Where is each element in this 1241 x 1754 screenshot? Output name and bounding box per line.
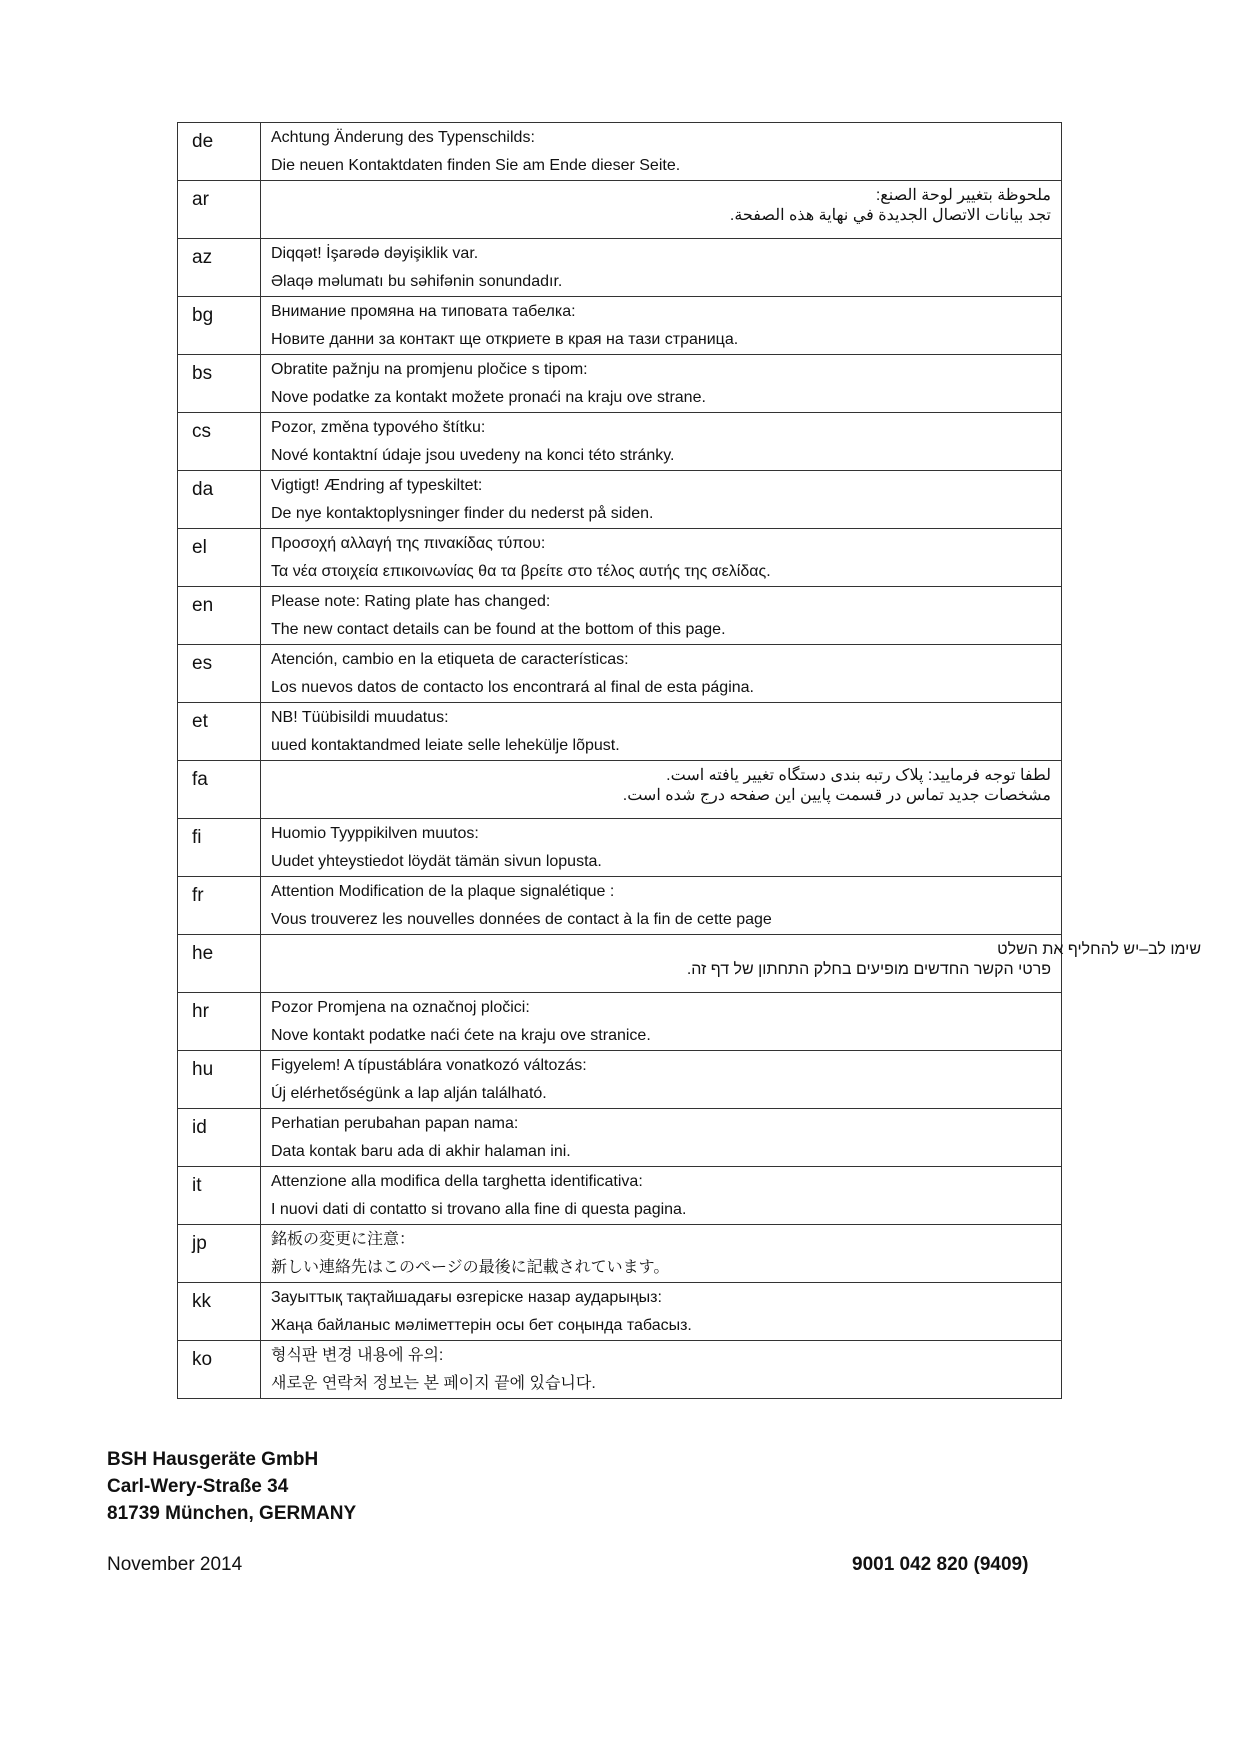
notice-heading: Diqqət! İşarədə dəyişiklik var. xyxy=(271,245,479,262)
notice-message xyxy=(261,239,1062,297)
language-code: fi xyxy=(178,819,261,877)
notice-message xyxy=(261,471,1062,529)
notice-row-en xyxy=(178,587,1062,645)
notice-row-fr xyxy=(178,877,1062,935)
language-code: bg xyxy=(178,297,261,355)
notice-body: Die neuen Kontaktdaten finden Sie am Ende dieser Seite. xyxy=(271,157,681,174)
notice-message xyxy=(261,355,1062,413)
notice-body: Nove kontakt podatke naći ćete na kraju ove stranice. xyxy=(271,1027,651,1044)
notice-message xyxy=(261,935,1201,993)
document-number: 9001 042 820 (9409) xyxy=(852,1554,1029,1575)
notice-heading: Huomio Tyyppikilven muutos: xyxy=(271,825,479,842)
language-code: he xyxy=(178,935,261,993)
notice-message xyxy=(261,993,1062,1051)
notice-body: De nye kontaktoplysninger finder du nederst på siden. xyxy=(271,505,654,522)
notice-row-ko xyxy=(178,1341,1062,1399)
notice-row-bs xyxy=(178,355,1062,413)
company-address xyxy=(107,1446,356,1527)
language-code: bs xyxy=(178,355,261,413)
language-code: hr xyxy=(178,993,261,1051)
notice-message xyxy=(261,703,1062,761)
notice-heading: Pozor Promjena na označnoj pločici: xyxy=(271,999,530,1016)
notice-heading: Vigtigt! Ændring af typeskiltet: xyxy=(271,477,483,494)
notice-message xyxy=(261,1167,1062,1225)
notice-row-et xyxy=(178,703,1062,761)
notice-message xyxy=(261,819,1062,877)
notice-message xyxy=(261,529,1062,587)
notice-message xyxy=(261,1341,1062,1399)
notice-message xyxy=(261,761,1062,819)
notice-body: 新しい連絡先はこのページの最後に記載されています。 xyxy=(271,1259,670,1276)
document-date: November 2014 xyxy=(107,1554,243,1575)
notice-body: 새로운 연락처 정보는 본 페이지 끝에 있습니다. xyxy=(271,1375,596,1392)
notice-row-id xyxy=(178,1109,1062,1167)
notice-heading: NB! Tüübisildi muudatus: xyxy=(271,709,449,726)
notice-row-hu xyxy=(178,1051,1062,1109)
notice-body: Əlaqə məlumatı bu səhifənin sonundadır. xyxy=(271,273,563,290)
notice-heading: 형식판 변경 내용에 유의: xyxy=(271,1347,444,1364)
notice-row-cs xyxy=(178,413,1062,471)
notice-heading: Figyelem! A típustáblára vonatkozó változás: xyxy=(271,1057,587,1074)
language-code: az xyxy=(178,239,261,297)
language-code: da xyxy=(178,471,261,529)
notice-message xyxy=(261,181,1062,239)
notice-message xyxy=(261,1109,1062,1167)
language-code: es xyxy=(178,645,261,703)
notice-row-jp xyxy=(178,1225,1062,1283)
notice-table xyxy=(177,122,1201,1399)
language-code: it xyxy=(178,1167,261,1225)
notice-heading: שימו לב–יש להחליף את השלט xyxy=(997,941,1201,958)
notice-row-kk xyxy=(178,1283,1062,1341)
notice-heading: 銘板の変更に注意： xyxy=(271,1231,416,1248)
notice-table-body xyxy=(178,123,1201,1399)
language-code: fa xyxy=(178,761,261,819)
notice-heading: Please note: Rating plate has changed: xyxy=(271,593,551,610)
company-street: Carl-Wery-Straße 34 xyxy=(107,1476,289,1497)
notice-message xyxy=(261,1225,1062,1283)
notice-message xyxy=(261,587,1062,645)
notice-body: Új elérhetőségünk a lap alján található. xyxy=(271,1085,547,1102)
notice-row-az xyxy=(178,239,1062,297)
notice-heading: Perhatian perubahan papan nama: xyxy=(271,1115,519,1132)
notice-row-he xyxy=(178,935,1062,993)
notice-body: Uudet yhteystiedot löydät tämän sivun lopusta. xyxy=(271,853,602,870)
language-code: jp xyxy=(178,1225,261,1283)
notice-body: Los nuevos datos de contacto los encontrará al final de esta página. xyxy=(271,679,754,696)
notice-body: Nové kontaktní údaje jsou uvedeny na konci této stránky. xyxy=(271,447,675,464)
notice-body: Жаңа байланыс мәліметтерін осы бет соңында табасыз. xyxy=(271,1317,692,1334)
notice-message xyxy=(261,877,1062,935)
company-name: BSH Hausgeräte GmbH xyxy=(107,1449,319,1470)
notice-body: Vous trouverez les nouvelles données de contact à la fin de cette page xyxy=(271,911,772,928)
notice-row-da xyxy=(178,471,1062,529)
notice-row-hr xyxy=(178,993,1062,1051)
notice-body: I nuovi dati di contatto si trovano alla fine di questa pagina. xyxy=(271,1201,687,1218)
notice-heading: ملحوظة بتغيير لوحة الصنع: xyxy=(875,187,1051,204)
notice-row-el xyxy=(178,529,1062,587)
language-code: de xyxy=(178,123,261,181)
notice-message xyxy=(261,645,1062,703)
notice-body: Новите данни за контакт ще откриете в края на тази страница. xyxy=(271,331,739,348)
notice-row-de xyxy=(178,123,1062,181)
notice-heading: Achtung Änderung des Typenschilds: xyxy=(271,129,535,146)
language-code: el xyxy=(178,529,261,587)
language-code: hu xyxy=(178,1051,261,1109)
notice-row-fa xyxy=(178,761,1062,819)
notice-heading: Atención, cambio en la etiqueta de características: xyxy=(271,651,629,668)
language-code: et xyxy=(178,703,261,761)
notice-row-fi xyxy=(178,819,1062,877)
notice-row-es xyxy=(178,645,1062,703)
notice-message xyxy=(261,1283,1062,1341)
notice-body: مشخصات جدید تماس در قسمت پایین این صفحه درج شده است. xyxy=(622,787,1051,804)
notice-body: Data kontak baru ada di akhir halaman ini. xyxy=(271,1143,571,1160)
notice-message xyxy=(261,1051,1062,1109)
notice-heading: Внимание промяна на типовата табелка: xyxy=(271,303,576,320)
notice-body: تجد بيانات الاتصال الجديدة في نهاية هذه الصفحة. xyxy=(729,207,1051,224)
notice-heading: Зауыттық тақтайшадағы өзгеріске назар аударыңыз: xyxy=(271,1289,662,1306)
notice-message xyxy=(261,123,1062,181)
language-code: ko xyxy=(178,1341,261,1399)
language-code: kk xyxy=(178,1283,261,1341)
notice-body: uued kontaktandmed leiate selle lehekülje lõpust. xyxy=(271,737,620,754)
language-code: ar xyxy=(178,181,261,239)
notice-body: Τα νέα στοιχεία επικοινωνίας θα τα βρείτε στο τέλος αυτής της σελίδας. xyxy=(271,563,771,580)
notice-message xyxy=(261,297,1062,355)
notice-body: Nove podatke za kontakt možete pronaći na kraju ove strane. xyxy=(271,389,706,406)
notice-message xyxy=(261,413,1062,471)
notice-row-bg xyxy=(178,297,1062,355)
notice-heading: Προσοχή αλλαγή της πινακίδας τύπου: xyxy=(271,535,546,552)
language-code: cs xyxy=(178,413,261,471)
notice-heading: Attenzione alla modifica della targhetta identificativa: xyxy=(271,1173,643,1190)
notice-body: The new contact details can be found at the bottom of this page. xyxy=(271,621,726,638)
notice-heading: Pozor, změna typového štítku: xyxy=(271,419,486,436)
notice-row-ar xyxy=(178,181,1062,239)
notice-row-it xyxy=(178,1167,1062,1225)
language-code: id xyxy=(178,1109,261,1167)
notice-heading: لطفا توجه فرمایید: پلاک رتبه بندی دستگاه تغییر یافته است. xyxy=(666,767,1051,784)
language-code: fr xyxy=(178,877,261,935)
language-code: en xyxy=(178,587,261,645)
company-city: 81739 München, GERMANY xyxy=(107,1503,357,1524)
notice-body: פרטי הקשר החדשים מופיעים בחלק התחתון של דף זה. xyxy=(686,961,1051,978)
notice-heading: Attention Modification de la plaque signalétique : xyxy=(271,883,615,900)
notice-heading: Obratite pažnju na promjenu pločice s tipom: xyxy=(271,361,588,378)
